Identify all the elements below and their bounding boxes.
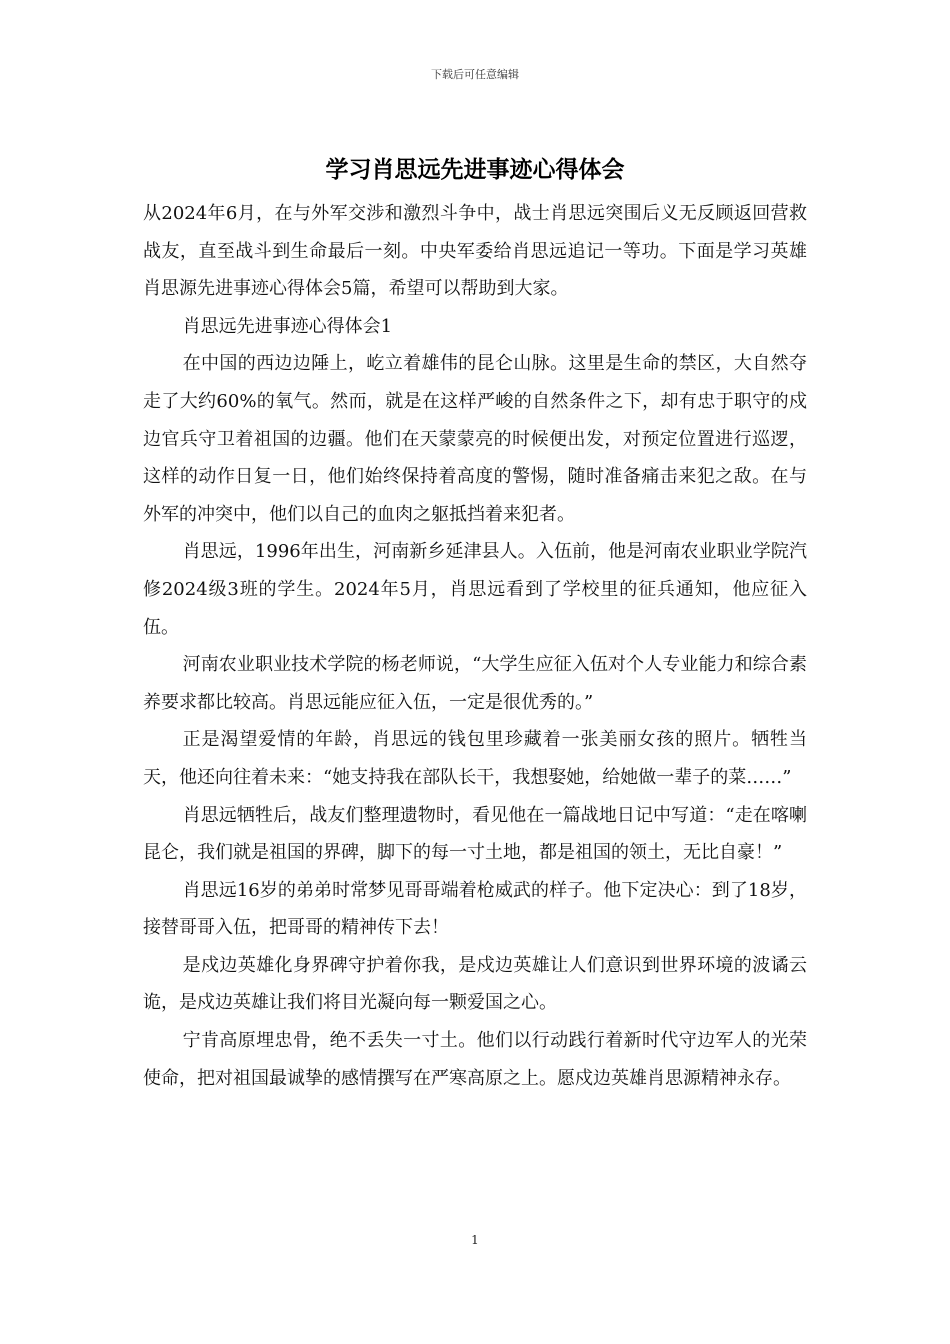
body-paragraph: 河南农业职业技术学院的杨老师说，“大学生应征入伍对个人专业能力和综合素养要求都比较高。肖思远能应征入伍，一定是很优秀的。” xyxy=(143,654,807,713)
section-heading: 肖思远先进事迹心得体会1 xyxy=(182,315,393,337)
body-paragraph: 正是渴望爱情的年龄，肖思远的钱包里珍藏着一张美丽女孩的照片。牺牲当天，他还向往着未来：“她支持我在部队长干，我想娶她，给她做一辈子的菜……” xyxy=(143,729,807,788)
body-paragraph: 肖思远16岁的弟弟时常梦见哥哥端着枪威武的样子。他下定决心：到了18岁，接替哥哥入伍，把哥哥的精神传下去！ xyxy=(143,879,807,939)
body-paragraph: 是戍边英雄化身界碑守护着你我，是戍边英雄让人们意识到世界环境的波谲云诡，是戍边英雄让我们将目光凝向每一颗爱国之心。 xyxy=(143,954,807,1014)
body-paragraph: 肖思远，1996年出生，河南新乡延津县人。入伍前，他是河南农业职业学院汽修2024级3班的学生。2024年5月，肖思远看到了学校里的征兵通知，他应征入伍。 xyxy=(143,541,807,638)
body-paragraph: 在中国的西边边陲上，屹立着雄伟的昆仑山脉。这里是生命的禁区，大自然夺走了大约60%的氧气。然而，就是在这样严峻的自然条件之下，却有忠于职守的戍边官兵守卫着祖国的边疆。他们在天蒙蒙亮的时候便出发，对预定位置进行巡逻，这样的动作日复一日，他们始终保持着高度的警惕，随时准备痛击来犯之敌。在与外军的冲突中，他们以自己的血肉之躯抵挡着来犯者。 xyxy=(143,353,807,525)
body-paragraph: 宁肯高原埋忠骨，绝不丢失一寸土。他们以行动践行着新时代守边军人的光荣使命，把对祖国最诚挚的感情撰写在严寒高原之上。愿戍边英雄肖思源精神永存。 xyxy=(143,1030,807,1089)
page-header: 下载后可任意编辑 xyxy=(431,68,519,81)
page-number: 1 xyxy=(471,1233,479,1247)
body-paragraph: 肖思远牺牲后，战友们整理遗物时，看见他在一篇战地日记中写道：“走在喀喇昆仑，我们就是祖国的界碑，脚下的每一寸土地，都是祖国的领土，无比自豪！” xyxy=(143,804,807,864)
document-body xyxy=(143,195,807,1097)
intro-paragraph: 从2024年6月，在与外军交涉和激烈斗争中，战士肖思远突围后义无反顾返回营救战友，直至战斗到生命最后一刻。中央军委给肖思远追记一等功。下面是学习英雄肖思源先进事迹心得体会5篇，希望可以帮助到大家。 xyxy=(143,203,807,300)
document-title: 学习肖思远先进事迹心得体会 xyxy=(325,157,625,183)
